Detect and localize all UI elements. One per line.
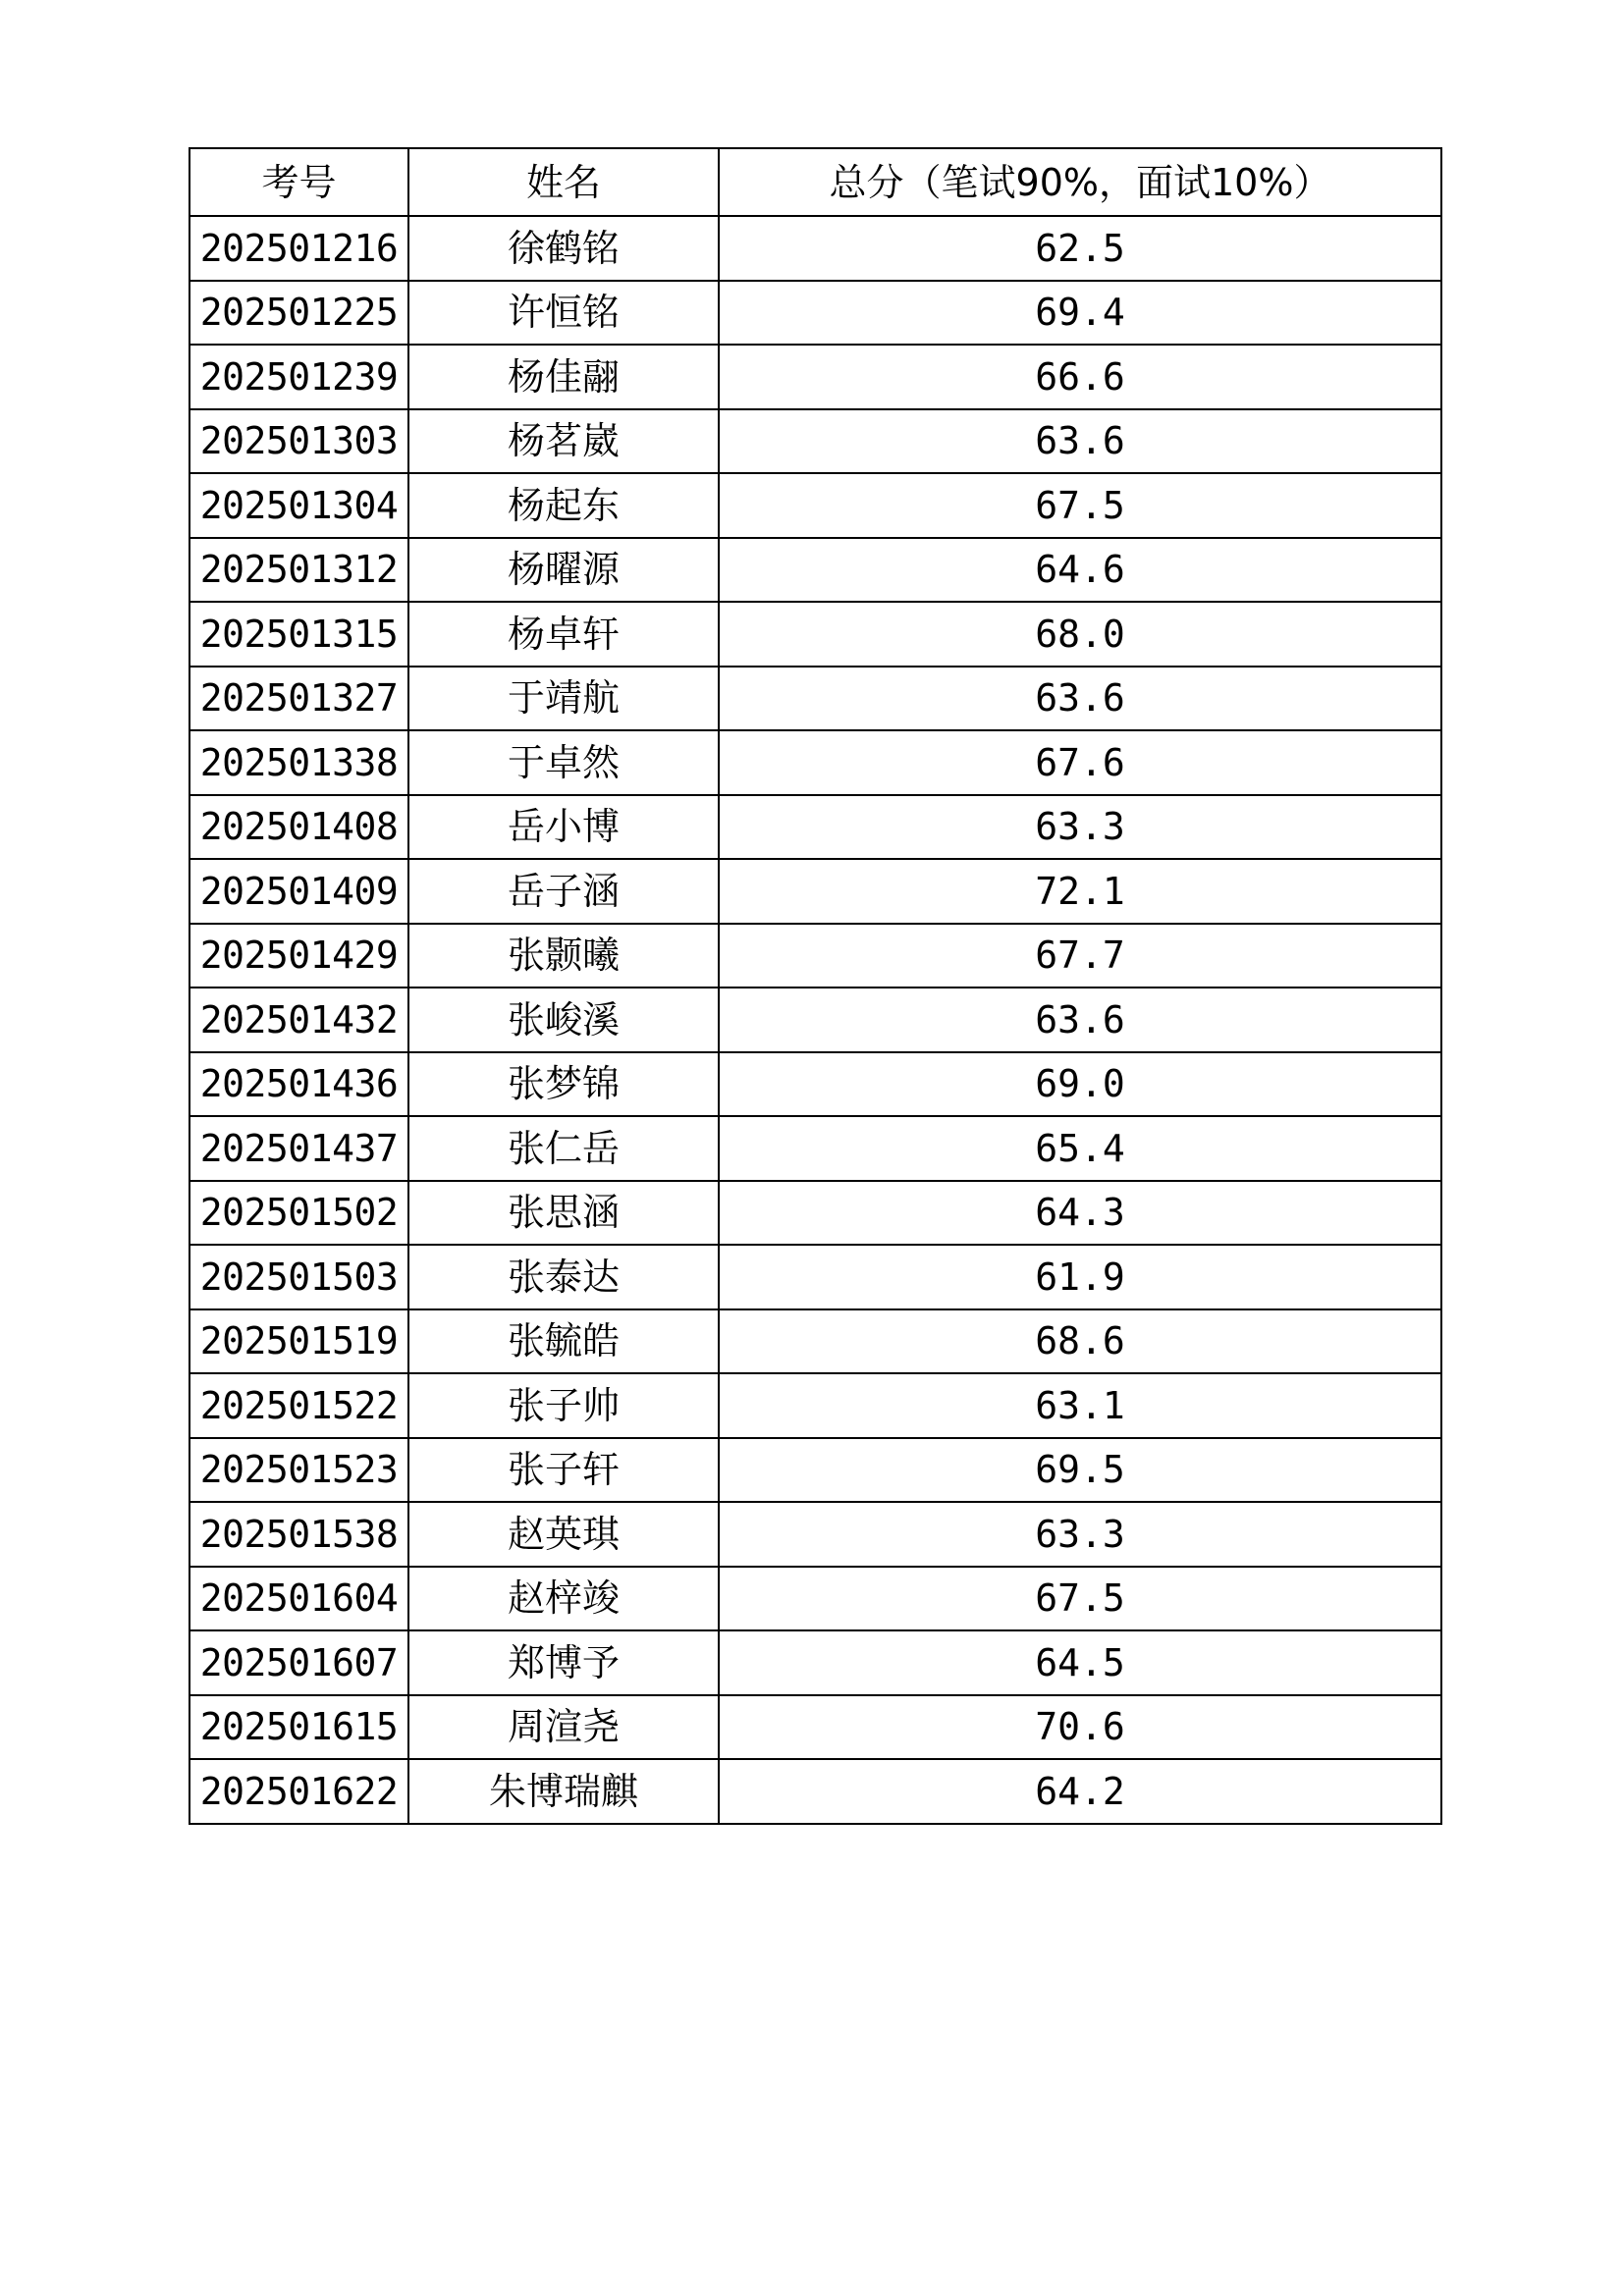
cell-name: 张子帅 <box>408 1373 719 1438</box>
table-row <box>189 730 1441 795</box>
table-row <box>189 1245 1441 1309</box>
header-total-score: 总分（笔试90%，面试10%） <box>719 148 1441 216</box>
cell-name: 徐鹤铭 <box>408 216 719 281</box>
cell-name: 于卓然 <box>408 730 719 795</box>
header-exam-id: 考号 <box>189 148 408 216</box>
cell-name: 赵梓竣 <box>408 1567 719 1631</box>
table-row <box>189 1181 1441 1246</box>
cell-exam-id: 202501429 <box>189 924 408 988</box>
cell-exam-id: 202501338 <box>189 730 408 795</box>
cell-total-score: 64.2 <box>719 1759 1441 1824</box>
cell-total-score: 63.3 <box>719 795 1441 860</box>
cell-total-score: 63.6 <box>719 988 1441 1052</box>
cell-name: 于靖航 <box>408 667 719 731</box>
cell-name: 许恒铭 <box>408 281 719 346</box>
cell-exam-id: 202501604 <box>189 1567 408 1631</box>
cell-exam-id: 202501408 <box>189 795 408 860</box>
cell-total-score: 63.6 <box>719 667 1441 731</box>
cell-total-score: 70.6 <box>719 1695 1441 1760</box>
header-name: 姓名 <box>408 148 719 216</box>
cell-total-score: 69.5 <box>719 1438 1441 1503</box>
cell-exam-id: 202501523 <box>189 1438 408 1503</box>
cell-exam-id: 202501432 <box>189 988 408 1052</box>
cell-exam-id: 202501239 <box>189 345 408 409</box>
cell-name: 赵英琪 <box>408 1502 719 1567</box>
cell-exam-id: 202501607 <box>189 1630 408 1695</box>
cell-name: 张毓皓 <box>408 1309 719 1374</box>
cell-total-score: 66.6 <box>719 345 1441 409</box>
table-row <box>189 667 1441 731</box>
cell-name: 杨卓轩 <box>408 602 719 667</box>
cell-total-score: 64.3 <box>719 1181 1441 1246</box>
cell-exam-id: 202501216 <box>189 216 408 281</box>
cell-name: 张峻溪 <box>408 988 719 1052</box>
table-row <box>189 281 1441 346</box>
table-row <box>189 538 1441 603</box>
cell-name: 杨佳翮 <box>408 345 719 409</box>
cell-total-score: 68.6 <box>719 1309 1441 1374</box>
table-row <box>189 1052 1441 1117</box>
cell-exam-id: 202501304 <box>189 473 408 538</box>
cell-name: 朱博瑞麒 <box>408 1759 719 1824</box>
cell-total-score: 64.6 <box>719 538 1441 603</box>
score-table <box>189 147 1442 1825</box>
cell-name: 岳小博 <box>408 795 719 860</box>
table-row <box>189 795 1441 860</box>
cell-name: 张颢曦 <box>408 924 719 988</box>
table-row <box>189 345 1441 409</box>
cell-name: 杨茗崴 <box>408 409 719 474</box>
table-row <box>189 216 1441 281</box>
cell-total-score: 63.3 <box>719 1502 1441 1567</box>
table-row <box>189 1116 1441 1181</box>
table-row <box>189 602 1441 667</box>
cell-exam-id: 202501312 <box>189 538 408 603</box>
cell-total-score: 62.5 <box>719 216 1441 281</box>
cell-exam-id: 202501303 <box>189 409 408 474</box>
cell-name: 张梦锦 <box>408 1052 719 1117</box>
table-row <box>189 1630 1441 1695</box>
cell-total-score: 67.5 <box>719 473 1441 538</box>
cell-exam-id: 202501409 <box>189 859 408 924</box>
cell-exam-id: 202501502 <box>189 1181 408 1246</box>
header-row <box>189 148 1441 216</box>
cell-name: 张仁岳 <box>408 1116 719 1181</box>
cell-total-score: 61.9 <box>719 1245 1441 1309</box>
table-row <box>189 1567 1441 1631</box>
cell-total-score: 64.5 <box>719 1630 1441 1695</box>
cell-exam-id: 202501538 <box>189 1502 408 1567</box>
cell-exam-id: 202501225 <box>189 281 408 346</box>
table-row <box>189 473 1441 538</box>
cell-exam-id: 202501622 <box>189 1759 408 1824</box>
cell-name: 张泰达 <box>408 1245 719 1309</box>
cell-total-score: 72.1 <box>719 859 1441 924</box>
table-row <box>189 1373 1441 1438</box>
table-body <box>189 216 1441 1824</box>
cell-name: 郑博予 <box>408 1630 719 1695</box>
cell-exam-id: 202501522 <box>189 1373 408 1438</box>
table-row <box>189 1309 1441 1374</box>
table-header <box>189 148 1441 216</box>
cell-total-score: 69.0 <box>719 1052 1441 1117</box>
cell-name: 张思涵 <box>408 1181 719 1246</box>
cell-total-score: 63.1 <box>719 1373 1441 1438</box>
cell-total-score: 67.5 <box>719 1567 1441 1631</box>
cell-total-score: 65.4 <box>719 1116 1441 1181</box>
cell-name: 杨起东 <box>408 473 719 538</box>
table-row <box>189 859 1441 924</box>
table-row <box>189 1502 1441 1567</box>
cell-total-score: 69.4 <box>719 281 1441 346</box>
table-row <box>189 1695 1441 1760</box>
table-row <box>189 409 1441 474</box>
cell-name: 周渲尧 <box>408 1695 719 1760</box>
cell-total-score: 68.0 <box>719 602 1441 667</box>
cell-exam-id: 202501315 <box>189 602 408 667</box>
cell-exam-id: 202501615 <box>189 1695 408 1760</box>
cell-exam-id: 202501519 <box>189 1309 408 1374</box>
table-row <box>189 1759 1441 1824</box>
cell-name: 张子轩 <box>408 1438 719 1503</box>
table-row <box>189 988 1441 1052</box>
cell-name: 杨曜源 <box>408 538 719 603</box>
cell-total-score: 67.7 <box>719 924 1441 988</box>
cell-exam-id: 202501327 <box>189 667 408 731</box>
table-row <box>189 1438 1441 1503</box>
cell-total-score: 63.6 <box>719 409 1441 474</box>
cell-exam-id: 202501437 <box>189 1116 408 1181</box>
cell-name: 岳子涵 <box>408 859 719 924</box>
cell-total-score: 67.6 <box>719 730 1441 795</box>
cell-exam-id: 202501436 <box>189 1052 408 1117</box>
cell-exam-id: 202501503 <box>189 1245 408 1309</box>
table-row <box>189 924 1441 988</box>
